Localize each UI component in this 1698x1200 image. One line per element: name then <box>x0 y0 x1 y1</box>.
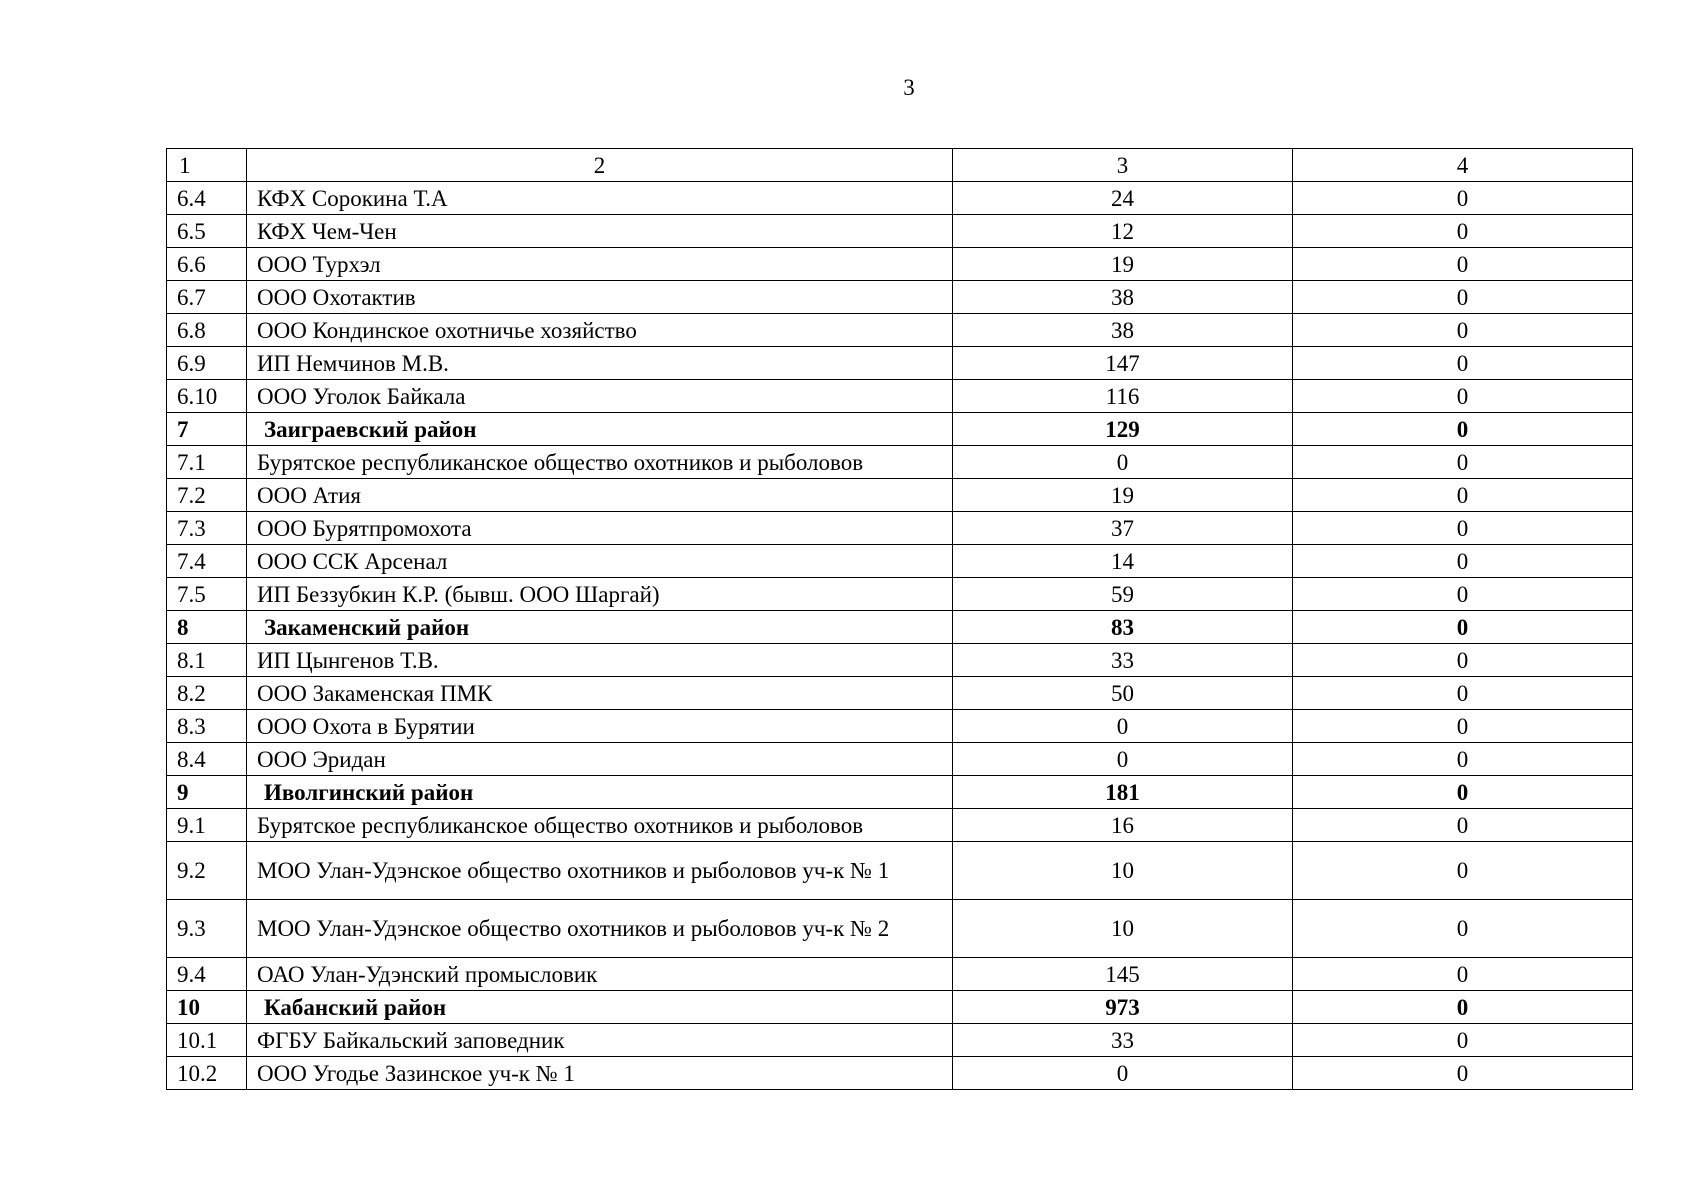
value-col3-cell: 38 <box>953 281 1293 314</box>
organization-name-cell: Бурятское республиканское общество охотников и рыболовов <box>247 446 953 479</box>
organization-name-cell: ИП Немчинов М.В. <box>247 347 953 380</box>
row-number-cell: 10.2 <box>167 1057 247 1090</box>
value-col4-cell: 0 <box>1293 743 1633 776</box>
value-col3-cell: 10 <box>953 842 1293 900</box>
row-number-cell: 8 <box>167 611 247 644</box>
value-col4-cell: 0 <box>1293 248 1633 281</box>
value-col3-cell: 0 <box>953 743 1293 776</box>
row-number-cell: 7.4 <box>167 545 247 578</box>
value-col3-cell: 181 <box>953 776 1293 809</box>
organization-name-cell: ООО ССК Арсенал <box>247 545 953 578</box>
value-col4-cell: 0 <box>1293 809 1633 842</box>
organization-name-cell: ООО Турхэл <box>247 248 953 281</box>
value-col3-cell: 129 <box>953 413 1293 446</box>
organization-name-cell: ФГБУ Байкальский заповедник <box>247 1024 953 1057</box>
value-col3-cell: 33 <box>953 1024 1293 1057</box>
table-row <box>167 545 1633 578</box>
district-row <box>167 413 1633 446</box>
row-number-cell: 7.3 <box>167 512 247 545</box>
value-col3-cell: 14 <box>953 545 1293 578</box>
value-col4-cell: 0 <box>1293 314 1633 347</box>
table-row <box>167 1024 1633 1057</box>
table-row <box>167 347 1633 380</box>
organization-name-cell: ООО Охотактив <box>247 281 953 314</box>
table-row <box>167 743 1633 776</box>
district-row <box>167 776 1633 809</box>
table-row <box>167 809 1633 842</box>
organization-name-cell: ИП Цынгенов Т.В. <box>247 644 953 677</box>
value-col3-cell: 37 <box>953 512 1293 545</box>
header-cell-col1: 1 <box>167 149 247 182</box>
row-number-cell: 6.7 <box>167 281 247 314</box>
row-number-cell: 10.1 <box>167 1024 247 1057</box>
row-number-cell: 8.4 <box>167 743 247 776</box>
row-number-cell: 9 <box>167 776 247 809</box>
value-col4-cell: 0 <box>1293 446 1633 479</box>
organization-name-cell: ООО Бурятпромохота <box>247 512 953 545</box>
header-cell-col4: 4 <box>1293 149 1633 182</box>
row-number-cell: 6.4 <box>167 182 247 215</box>
value-col3-cell: 0 <box>953 710 1293 743</box>
row-number-cell: 7.1 <box>167 446 247 479</box>
row-number-cell: 8.1 <box>167 644 247 677</box>
table-row <box>167 281 1633 314</box>
organization-name-cell: МОО Улан-Удэнское общество охотников и рыболовов уч-к № 2 <box>247 900 953 958</box>
organization-name-cell: ООО Атия <box>247 479 953 512</box>
value-col3-cell: 147 <box>953 347 1293 380</box>
table-row <box>167 314 1633 347</box>
table-header-row <box>167 149 1633 182</box>
value-col3-cell: 19 <box>953 248 1293 281</box>
table-row <box>167 578 1633 611</box>
organization-name-cell: КФХ Сорокина Т.А <box>247 182 953 215</box>
value-col3-cell: 116 <box>953 380 1293 413</box>
value-col4-cell: 0 <box>1293 281 1633 314</box>
header-cell-col2: 2 <box>247 149 953 182</box>
row-number-cell: 7 <box>167 413 247 446</box>
district-row <box>167 611 1633 644</box>
organization-name-cell: Кабанский район <box>247 991 953 1024</box>
value-col3-cell: 19 <box>953 479 1293 512</box>
organization-name-cell: ООО Закаменская ПМК <box>247 677 953 710</box>
table-row <box>167 248 1633 281</box>
value-col4-cell: 0 <box>1293 545 1633 578</box>
row-number-cell: 8.3 <box>167 710 247 743</box>
hunting-grounds-table <box>166 148 1633 1090</box>
value-col3-cell: 33 <box>953 644 1293 677</box>
table-row <box>167 710 1633 743</box>
page-number: 3 <box>903 75 915 100</box>
row-number-cell: 6.10 <box>167 380 247 413</box>
value-col3-cell: 59 <box>953 578 1293 611</box>
value-col3-cell: 973 <box>953 991 1293 1024</box>
table-row <box>167 1057 1633 1090</box>
organization-name-cell: Заиграевский район <box>247 413 953 446</box>
value-col4-cell: 0 <box>1293 644 1633 677</box>
value-col3-cell: 24 <box>953 182 1293 215</box>
value-col3-cell: 12 <box>953 215 1293 248</box>
table-row <box>167 512 1633 545</box>
row-number-cell: 6.9 <box>167 347 247 380</box>
value-col4-cell: 0 <box>1293 479 1633 512</box>
row-number-cell: 10 <box>167 991 247 1024</box>
header-cell-col3: 3 <box>953 149 1293 182</box>
row-number-cell: 9.3 <box>167 900 247 958</box>
value-col3-cell: 38 <box>953 314 1293 347</box>
value-col3-cell: 50 <box>953 677 1293 710</box>
table-row <box>167 182 1633 215</box>
value-col4-cell: 0 <box>1293 710 1633 743</box>
table-row <box>167 958 1633 991</box>
row-number-cell: 7.2 <box>167 479 247 512</box>
value-col4-cell: 0 <box>1293 900 1633 958</box>
value-col4-cell: 0 <box>1293 611 1633 644</box>
row-number-cell: 6.5 <box>167 215 247 248</box>
organization-name-cell: Бурятское республиканское общество охотников и рыболовов <box>247 809 953 842</box>
organization-name-cell: ООО Кондинское охотничье хозяйство <box>247 314 953 347</box>
table-row <box>167 677 1633 710</box>
row-number-cell: 6.8 <box>167 314 247 347</box>
organization-name-cell: ООО Эридан <box>247 743 953 776</box>
value-col4-cell: 0 <box>1293 1024 1633 1057</box>
table-row <box>167 479 1633 512</box>
table-row <box>167 644 1633 677</box>
organization-name-cell: ООО Угодье Зазинское уч-к № 1 <box>247 1057 953 1090</box>
organization-name-cell: Иволгинский район <box>247 776 953 809</box>
value-col4-cell: 0 <box>1293 958 1633 991</box>
value-col4-cell: 0 <box>1293 413 1633 446</box>
value-col4-cell: 0 <box>1293 842 1633 900</box>
organization-name-cell: КФХ Чем-Чен <box>247 215 953 248</box>
district-row <box>167 991 1633 1024</box>
table-body <box>167 149 1633 1090</box>
value-col4-cell: 0 <box>1293 512 1633 545</box>
value-col4-cell: 0 <box>1293 1057 1633 1090</box>
value-col3-cell: 0 <box>953 1057 1293 1090</box>
value-col4-cell: 0 <box>1293 380 1633 413</box>
table-row <box>167 842 1633 900</box>
organization-name-cell: ООО Охота в Бурятии <box>247 710 953 743</box>
row-number-cell: 8.2 <box>167 677 247 710</box>
value-col4-cell: 0 <box>1293 776 1633 809</box>
row-number-cell: 9.2 <box>167 842 247 900</box>
row-number-cell: 9.1 <box>167 809 247 842</box>
table-row <box>167 446 1633 479</box>
organization-name-cell: ООО Уголок Байкала <box>247 380 953 413</box>
table-row <box>167 215 1633 248</box>
value-col4-cell: 0 <box>1293 182 1633 215</box>
row-number-cell: 7.5 <box>167 578 247 611</box>
organization-name-cell: Закаменский район <box>247 611 953 644</box>
value-col4-cell: 0 <box>1293 347 1633 380</box>
value-col4-cell: 0 <box>1293 677 1633 710</box>
value-col3-cell: 0 <box>953 446 1293 479</box>
organization-name-cell: МОО Улан-Удэнское общество охотников и рыболовов уч-к № 1 <box>247 842 953 900</box>
table-row <box>167 380 1633 413</box>
organization-name-cell: ОАО Улан-Удэнский промысловик <box>247 958 953 991</box>
value-col4-cell: 0 <box>1293 578 1633 611</box>
value-col3-cell: 145 <box>953 958 1293 991</box>
value-col4-cell: 0 <box>1293 991 1633 1024</box>
row-number-cell: 9.4 <box>167 958 247 991</box>
value-col3-cell: 16 <box>953 809 1293 842</box>
value-col3-cell: 83 <box>953 611 1293 644</box>
value-col4-cell: 0 <box>1293 215 1633 248</box>
row-number-cell: 6.6 <box>167 248 247 281</box>
table-row <box>167 900 1633 958</box>
organization-name-cell: ИП Беззубкин К.Р. (бывш. ООО Шаргай) <box>247 578 953 611</box>
value-col3-cell: 10 <box>953 900 1293 958</box>
